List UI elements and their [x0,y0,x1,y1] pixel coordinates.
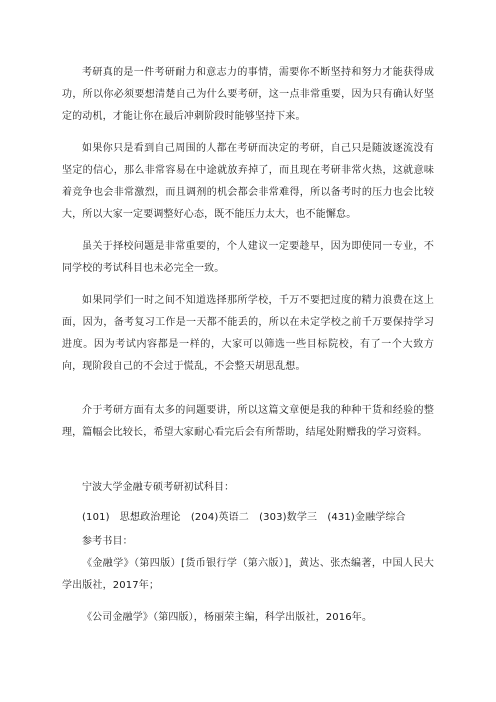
paragraph-motivation: 考研真的是一件考研耐力和意志力的事情，需要你不断坚持和努力才能获得成功，所以你必须要想清楚自己为什么要考研，这一点非常重要，因为只有确认好坚定的动机，才能让你在最后冲刺阶段时能够坚持下来。 [62,67,434,122]
reference-item: 《公司金融学》（第四版），杨丽荣主编，科学出版社，2016年。 [82,612,373,623]
exam-subjects: (101) 思想政治理论 (204)英语二 (303)数学三 (431)金融学综合 [82,512,406,523]
reference-item: 《金融学》（第四版）[货币银行学（第六版）]，黄达、张杰编著，中国人民大学出版社，2017年； [62,558,434,591]
reference-heading: 参考书目： [82,536,133,547]
paragraph-school-choice: 虽关于择校问题是非常重要的，个人建议一定要趁早，因为即使同一专业，不同学校的考试科目也未必完全一致。 [62,241,434,274]
paragraph-pressure: 如果你只是看到自己周围的人都在考研而决定的考研，自己只是随波逐流没有坚定的信心，那么非常容易在中途就放弃掉了，而且现在考研非常火热，这就意味着竞争也会非常激烈，而且调剂的机会都会非常难得，所以备考时的压力也会比较大，所以大家一定要调整好心态，既不能压力太大，也不能懈怠。 [62,143,434,220]
paragraph-article-intro: 介于考研方面有太多的问题要讲，所以这篇文章便是我的种种干货和经验的整理，篇幅会比较长，希望大家耐心看完后会有所帮助，结尾处附赠我的学习资料。 [62,405,434,438]
exam-heading: 宁波大学金融专硕考研初试科目： [82,482,235,493]
paragraph-study-progress: 如果同学们一时之间不知道选择那所学校，千万不要把过度的精力浪费在这上面，因为，备考复习工作是一天都不能丢的，所以在未定学校之前千万要保持学习进度。因为考试内容都是一样的，大家可以筛选一些目标院校，有了一个大致方向，现阶段自己的不会过于慌乱，不会整天胡思乱想。 [62,295,434,372]
